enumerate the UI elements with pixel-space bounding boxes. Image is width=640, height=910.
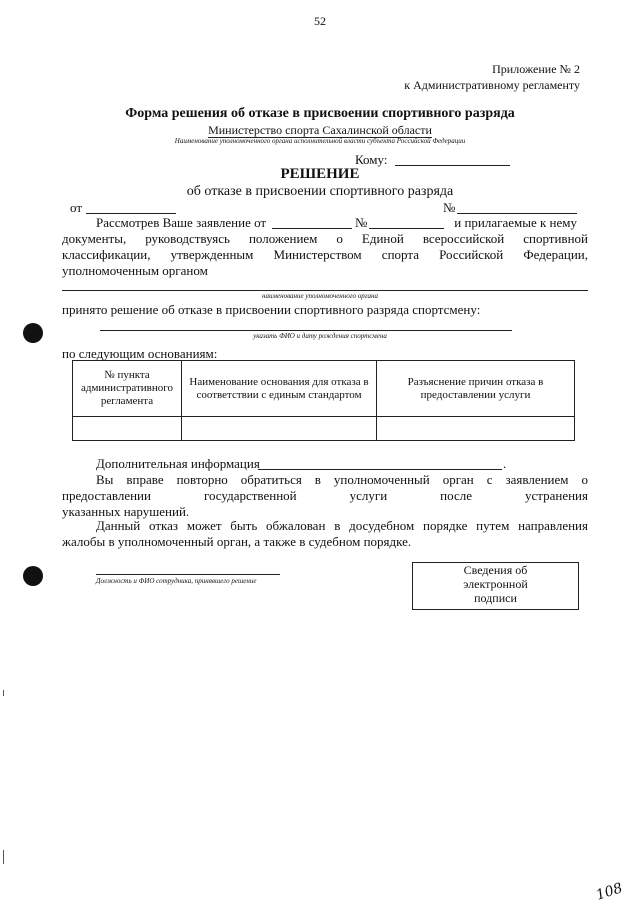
para2-line2: предоставлении государственной услуги после устранения (62, 488, 588, 503)
form-title: Форма решения об отказе в присвоении спортивного разряда (125, 106, 515, 121)
para2-line3: указанных нарушений. (62, 504, 190, 519)
scan-mark (3, 690, 4, 696)
signature-caption: Должность и ФИО сотрудника, принявшего решение (96, 577, 257, 585)
authority-name-text: Министерство спорта Сахалинской области (208, 123, 432, 137)
table-header-cell: Наименование основания для отказа в соответствии с единым стандартом (182, 361, 377, 417)
table-cell (182, 417, 377, 441)
e-signature-line-1: Сведения об (463, 563, 528, 577)
punch-hole (23, 323, 43, 343)
handwritten-page-mark: 108 (594, 880, 625, 904)
para1-line1-c: и прилагаемые к нему (454, 215, 577, 230)
authority-input-line (62, 290, 588, 291)
from-date-line (86, 213, 176, 214)
para2-line1: Вы вправе повторно обратиться в уполномоченный орган с заявлением о (96, 472, 588, 487)
para1-line3: классификации, утвержденным Министерством спорта Российской Федерации, (62, 247, 588, 262)
decision-heading: РЕШЕНИЕ (280, 166, 360, 182)
table-cell (73, 417, 182, 441)
para1-line1-a: Рассмотрев Ваше заявление от (96, 215, 267, 230)
number-label: № (443, 200, 456, 215)
application-date-line (272, 228, 352, 229)
para1-line4: уполномоченным органом (62, 263, 208, 278)
additional-info-label: Дополнительная информация (96, 456, 260, 471)
decision-subheading: об отказе в присвоении спортивного разряда (186, 184, 454, 199)
para3-line1: Данный отказ может быть обжалован в досудебном порядке путем направления (96, 518, 588, 533)
athlete-input-line (100, 330, 512, 331)
to-label: Кому: (355, 152, 388, 167)
scan-mark (3, 850, 4, 864)
table-header-cell: Разъяснение причин отказа в предоставлении услуги (377, 361, 575, 417)
signature-line (96, 574, 280, 575)
page-number: 52 (314, 14, 326, 28)
table-header-row (73, 361, 575, 417)
para1-line1-b: № (355, 215, 368, 230)
e-signature-box (412, 562, 579, 610)
para1-line2: документы, руководствуясь положением о Единой всероссийской спортивной (62, 231, 588, 246)
authority-input-caption: наименование уполномоченного органа (262, 292, 378, 300)
application-number-line (369, 228, 444, 229)
grounds-table (72, 360, 575, 441)
number-line (457, 213, 577, 214)
grounds-label: по следующим основаниям: (62, 346, 218, 361)
from-label: от (70, 200, 83, 215)
authority-name (0, 123, 640, 137)
additional-info-line (258, 469, 502, 470)
punch-hole (23, 566, 43, 586)
e-signature-line-2: электронной (463, 577, 528, 591)
para3-line2: жалобы в уполномоченный орган, а также в судебном порядке. (62, 534, 412, 549)
table-row (73, 417, 575, 441)
decision-line: принято решение об отказе в присвоении спортивного разряда спортсмену: (62, 302, 481, 317)
appendix-line-1: Приложение № 2 (492, 62, 580, 76)
e-signature-line-3: подписи (474, 591, 517, 605)
appendix-line-2: к Административному регламенту (404, 78, 580, 92)
athlete-input-caption: указать ФИО и дату рождения спортсмена (253, 332, 387, 340)
additional-info-end: . (503, 456, 507, 471)
table-header-cell: № пункта административного регламента (73, 361, 182, 417)
table-cell (377, 417, 575, 441)
authority-caption: Наименование уполномоченного органа исполнительной власти субъекта Российской Федерации (174, 137, 466, 145)
